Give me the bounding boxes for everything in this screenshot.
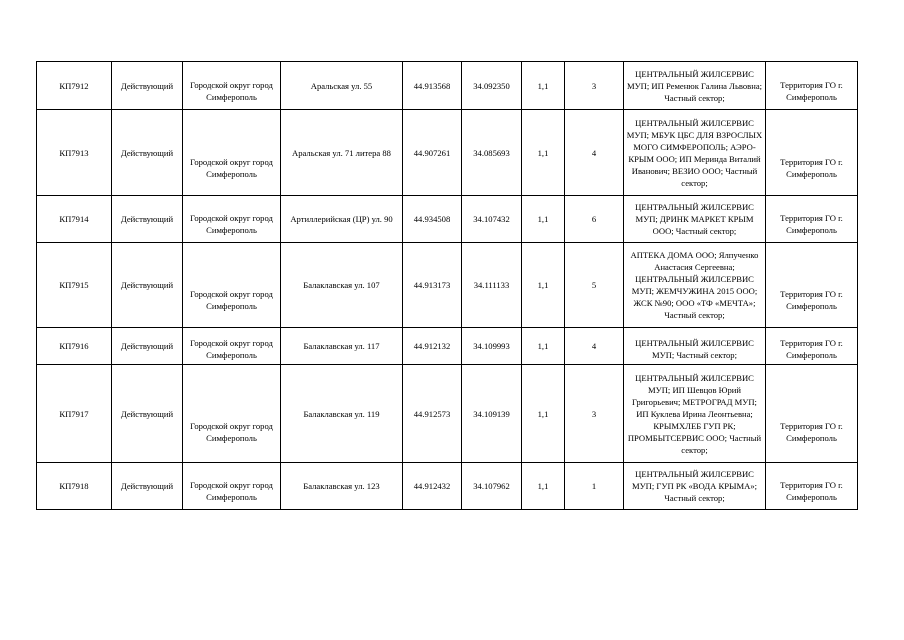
area-cell: 1,1 (522, 196, 565, 243)
latitude-cell: 44.912432 (403, 463, 462, 510)
organizations-cell: ЦЕНТРАЛЬНЫЙ ЖИЛСЕРВИС МУП; Частный сектор; (624, 328, 766, 365)
area-cell: 1,1 (522, 243, 565, 328)
organizations-cell: АПТЕКА ДОМА ООО; Ялпученко Анастасия Сергеевна; ЦЕНТРАЛЬНЫЙ ЖИЛСЕРВИС МУП; ЖЕМЧУЖИНА 2015 ООО; ЖСК №90; ООО «ТФ «МЕЧТА»; Частный сектор; (624, 243, 766, 328)
municipality-cell: Городской округ город Симферополь (183, 365, 281, 463)
municipality-cell: Городской округ город Симферополь (183, 463, 281, 510)
municipality-cell: Городской округ город Симферополь (183, 110, 281, 196)
address-cell: Артиллерийская (ЦР) ул. 90 (281, 196, 403, 243)
status-cell: Действующий (112, 243, 183, 328)
table-row (37, 243, 858, 328)
longitude-cell: 34.111133 (462, 243, 522, 328)
status-cell: Действующий (112, 328, 183, 365)
count-cell: 6 (565, 196, 624, 243)
table-row (37, 110, 858, 196)
territory-cell: Территория ГО г. Симферополь (766, 365, 858, 463)
latitude-cell: 44.913173 (403, 243, 462, 328)
status-cell: Действующий (112, 110, 183, 196)
site-id-cell: КП7914 (37, 196, 112, 243)
table-row (37, 62, 858, 110)
organizations-cell: ЦЕНТРАЛЬНЫЙ ЖИЛСЕРВИС МУП; МБУК ЦБС ДЛЯ ВЗРОСЛЫХ МОГО СИМФЕРОПОЛЬ; АЭРО-КРЫМ ООО; ИП Меринда Виталий Иванович; ВЕЗИО ООО; Частный сектор; (624, 110, 766, 196)
site-id-cell: КП7916 (37, 328, 112, 365)
longitude-cell: 34.092350 (462, 62, 522, 110)
latitude-cell: 44.912132 (403, 328, 462, 365)
registry-table (36, 61, 858, 510)
count-cell: 5 (565, 243, 624, 328)
organizations-cell: ЦЕНТРАЛЬНЫЙ ЖИЛСЕРВИС МУП; ГУП РК «ВОДА КРЫМА»; Частный сектор; (624, 463, 766, 510)
table-row (37, 463, 858, 510)
longitude-cell: 34.109139 (462, 365, 522, 463)
site-id-cell: КП7915 (37, 243, 112, 328)
area-cell: 1,1 (522, 328, 565, 365)
address-cell: Балаклавская ул. 123 (281, 463, 403, 510)
status-cell: Действующий (112, 196, 183, 243)
status-cell: Действующий (112, 62, 183, 110)
site-id-cell: КП7913 (37, 110, 112, 196)
organizations-cell: ЦЕНТРАЛЬНЫЙ ЖИЛСЕРВИС МУП; ИП Ременюк Галина Львовна; Частный сектор; (624, 62, 766, 110)
area-cell: 1,1 (522, 110, 565, 196)
address-cell: Балаклавская ул. 107 (281, 243, 403, 328)
municipality-cell: Городской округ город Симферополь (183, 328, 281, 365)
longitude-cell: 34.085693 (462, 110, 522, 196)
area-cell: 1,1 (522, 62, 565, 110)
latitude-cell: 44.912573 (403, 365, 462, 463)
territory-cell: Территория ГО г. Симферополь (766, 328, 858, 365)
longitude-cell: 34.109993 (462, 328, 522, 365)
area-cell: 1,1 (522, 463, 565, 510)
address-cell: Аральская ул. 71 литера 88 (281, 110, 403, 196)
site-id-cell: КП7917 (37, 365, 112, 463)
address-cell: Балаклавская ул. 119 (281, 365, 403, 463)
latitude-cell: 44.907261 (403, 110, 462, 196)
longitude-cell: 34.107962 (462, 463, 522, 510)
site-id-cell: КП7912 (37, 62, 112, 110)
count-cell: 3 (565, 62, 624, 110)
longitude-cell: 34.107432 (462, 196, 522, 243)
municipality-cell: Городской округ город Симферополь (183, 243, 281, 328)
territory-cell: Территория ГО г. Симферополь (766, 62, 858, 110)
latitude-cell: 44.934508 (403, 196, 462, 243)
municipality-cell: Городской округ город Симферополь (183, 196, 281, 243)
count-cell: 4 (565, 110, 624, 196)
territory-cell: Территория ГО г. Симферополь (766, 110, 858, 196)
count-cell: 4 (565, 328, 624, 365)
table-row (37, 365, 858, 463)
site-id-cell: КП7918 (37, 463, 112, 510)
latitude-cell: 44.913568 (403, 62, 462, 110)
address-cell: Аральская ул. 55 (281, 62, 403, 110)
territory-cell: Территория ГО г. Симферополь (766, 463, 858, 510)
address-cell: Балаклавская ул. 117 (281, 328, 403, 365)
status-cell: Действующий (112, 365, 183, 463)
area-cell: 1,1 (522, 365, 565, 463)
status-cell: Действующий (112, 463, 183, 510)
table-row (37, 328, 858, 365)
territory-cell: Территория ГО г. Симферополь (766, 196, 858, 243)
count-cell: 3 (565, 365, 624, 463)
organizations-cell: ЦЕНТРАЛЬНЫЙ ЖИЛСЕРВИС МУП; ДРИНК МАРКЕТ КРЫМ ООО; Частный сектор; (624, 196, 766, 243)
organizations-cell: ЦЕНТРАЛЬНЫЙ ЖИЛСЕРВИС МУП; ИП Шевцов Юрий Григорьевич; МЕТРОГРАД МУП; ИП Куклева Ирина Леонтьевна; КРЫМХЛЕБ ГУП РК; ПРОМБЫТСЕРВИС ООО; Частный сектор; (624, 365, 766, 463)
count-cell: 1 (565, 463, 624, 510)
municipality-cell: Городской округ город Симферополь (183, 62, 281, 110)
territory-cell: Территория ГО г. Симферополь (766, 243, 858, 328)
table-row (37, 196, 858, 243)
